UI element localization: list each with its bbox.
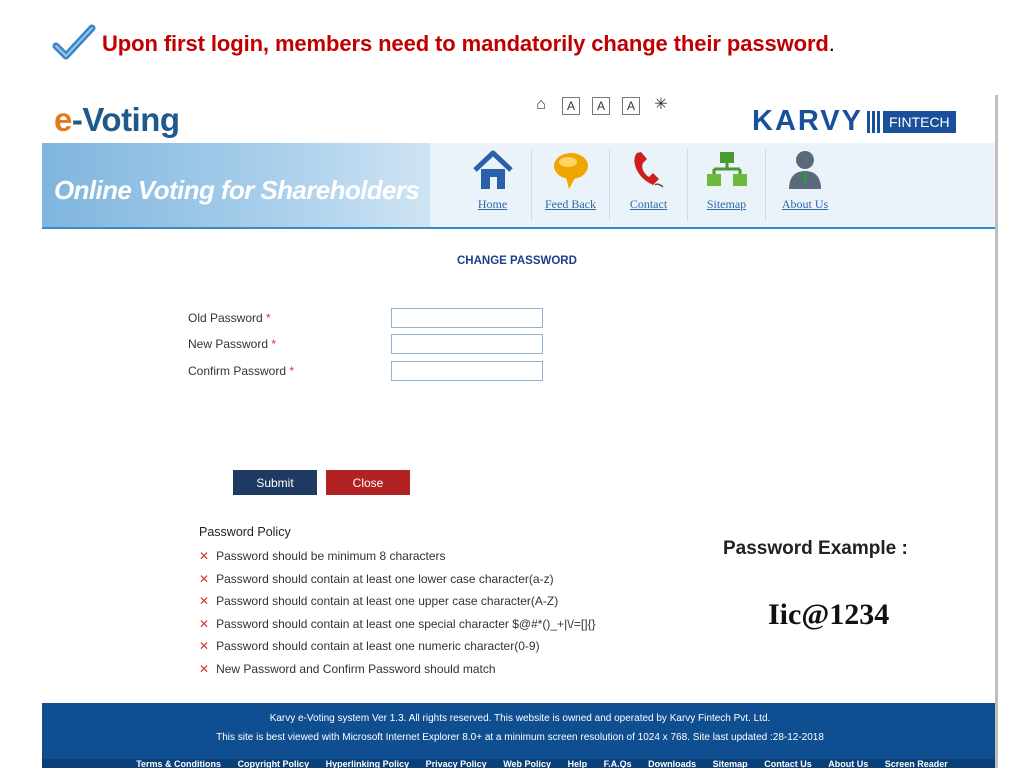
nav-home-label: Home — [477, 197, 508, 211]
policy-rule: ✕ Password should contain at least one upper case character(A-Z) — [199, 594, 559, 609]
cross-icon: ✕ — [199, 616, 210, 631]
accessibility-toolbar — [532, 97, 670, 115]
cross-icon: ✕ — [199, 661, 210, 676]
footer — [42, 703, 998, 768]
footer-link[interactable]: Screen Reader — [884, 759, 948, 768]
slide-heading-text: Upon first login, members need to mandatorily change their password — [102, 31, 829, 56]
nav-contact-label: Contact — [629, 197, 668, 211]
policy-title: Password Policy — [199, 525, 291, 539]
password-example-label: Password Example : — [723, 538, 908, 559]
confirm-password-input[interactable] — [391, 361, 543, 381]
old-password-row — [188, 308, 543, 328]
banner — [42, 143, 998, 229]
font-normal-icon[interactable]: A — [622, 97, 640, 115]
main-nav — [454, 149, 844, 221]
banner-title-panel — [42, 143, 430, 227]
nav-contact[interactable] — [610, 149, 688, 221]
footer-link[interactable]: F.A.Qs — [603, 759, 632, 768]
new-password-input[interactable] — [391, 334, 543, 354]
brand-bars — [867, 111, 880, 133]
old-password-input[interactable] — [391, 308, 543, 328]
person-icon — [783, 149, 827, 191]
house-icon — [471, 149, 515, 191]
contrast-icon[interactable]: ✳ — [654, 96, 668, 113]
policy-rule: ✕ New Password and Confirm Password should match — [199, 661, 496, 676]
footer-link[interactable]: About Us — [828, 759, 869, 768]
nav-about[interactable] — [766, 149, 844, 221]
confirm-password-label: Confirm Password * — [188, 364, 295, 378]
footer-link[interactable]: Copyright Policy — [237, 759, 310, 768]
footer-link[interactable]: Privacy Policy — [425, 759, 487, 768]
footer-link[interactable]: Downloads — [648, 759, 697, 768]
nav-feedback-label: Feed Back — [545, 197, 596, 211]
nav-sitemap-label: Sitemap — [706, 197, 747, 211]
footer-line-1: Karvy e-Voting system Ver 1.3. All rights reserved. This website is owned and operated by Karvy Fintech Pvt. Ltd. — [269, 713, 771, 724]
footer-link[interactable]: Contact Us — [764, 759, 812, 768]
cross-icon: ✕ — [199, 549, 210, 564]
footer-link[interactable]: Help — [567, 759, 588, 768]
evoting-screenshot — [42, 95, 998, 768]
policy-list — [199, 545, 596, 680]
font-decrease-icon[interactable]: A — [592, 97, 610, 115]
chat-bubble-icon — [549, 149, 593, 191]
nav-feedback[interactable] — [532, 149, 610, 221]
karvy-fintech-logo — [752, 105, 956, 138]
footer-link[interactable]: Sitemap — [712, 759, 748, 768]
policy-rule: ✕ Password should contain at least one numeric character(0-9) — [199, 639, 540, 654]
footer-link[interactable]: Web Policy — [503, 759, 552, 768]
brand-word: KARVY — [752, 105, 863, 137]
checkmark-icon — [52, 24, 96, 64]
nav-about-label: About Us — [781, 197, 829, 211]
evoting-logo[interactable] — [54, 101, 180, 139]
footer-line-2: This site is best viewed with Microsoft Internet Explorer 8.0+ at a minimum screen resolution of 1024 x 768. Site last updated :28-12-2018 — [216, 732, 824, 743]
close-button[interactable]: Close — [326, 470, 410, 495]
font-increase-icon[interactable]: A — [562, 97, 580, 115]
footer-link[interactable]: Terms & Conditions — [136, 759, 222, 768]
password-example-value: Iic@1234 — [768, 598, 890, 631]
cross-icon: ✕ — [199, 639, 210, 654]
nav-sitemap[interactable] — [688, 149, 766, 221]
old-password-label: Old Password * — [188, 311, 271, 325]
logo-rest: -Voting — [71, 101, 180, 138]
slide-heading-period: . — [828, 31, 835, 56]
policy-rule: ✕ Password should be minimum 8 characters — [199, 549, 446, 564]
footer-link[interactable]: Hyperlinking Policy — [325, 759, 410, 768]
cross-icon: ✕ — [199, 594, 210, 609]
nav-home[interactable] — [454, 149, 532, 221]
sitemap-icon — [705, 149, 749, 191]
new-password-label: New Password * — [188, 337, 277, 351]
new-password-row — [188, 334, 543, 354]
top-bar — [42, 95, 998, 143]
confirm-password-row — [188, 361, 543, 381]
submit-button[interactable]: Submit — [233, 470, 317, 495]
slide-heading — [52, 22, 835, 66]
banner-title: Online Voting for Shareholders — [54, 175, 420, 205]
home-icon[interactable]: ⌂ — [536, 96, 546, 113]
phone-icon — [627, 149, 671, 191]
policy-rule: ✕ Password should contain at least one special character $@#*()_+|\/=[]{} — [199, 616, 596, 631]
logo-e: e — [54, 101, 72, 138]
change-password-title: CHANGE PASSWORD — [457, 255, 577, 267]
password-policy — [199, 525, 596, 680]
brand-tag: FINTECH — [883, 111, 956, 133]
footer-links — [42, 759, 998, 768]
cross-icon: ✕ — [199, 571, 210, 586]
policy-rule: ✕ Password should contain at least one lower case character(a-z) — [199, 571, 554, 586]
